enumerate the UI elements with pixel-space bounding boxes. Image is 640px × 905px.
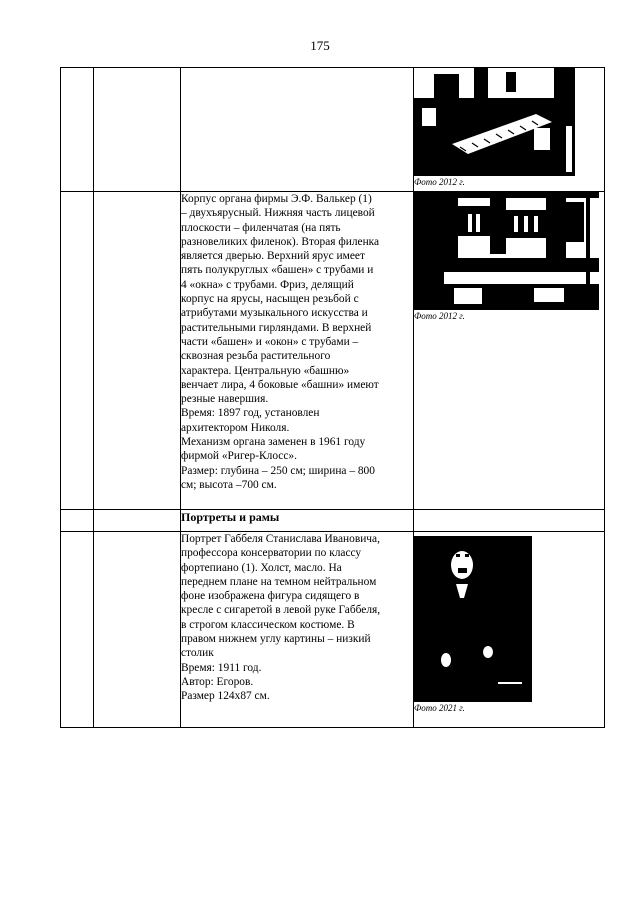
table-row xyxy=(61,192,605,510)
description-line: 4 «окна» с трубами. Фриз, делящий xyxy=(181,278,354,291)
description-line: фирмой «Ригер-Клосс». xyxy=(181,450,297,463)
name-cell xyxy=(94,532,181,728)
description-line: части «башен» и «окон» с трубами – xyxy=(181,335,359,348)
description-line: кресле с сигаретой в левой руке Габбеля, xyxy=(181,604,381,617)
description-line: переднем плане на темном нейтральном xyxy=(181,575,377,588)
description-cell xyxy=(181,532,414,728)
description-line: пять полукруглых «башен» с трубами и xyxy=(181,264,374,277)
description-line: в строгом классическом костюме. В xyxy=(181,618,355,631)
description-cell xyxy=(181,68,414,192)
number-cell xyxy=(61,68,94,192)
description-line: архитектором Николя. xyxy=(181,421,290,434)
description-line: см; высота –700 см. xyxy=(181,478,277,491)
photo-caption: Фото 2021 г. xyxy=(414,703,465,713)
description-line: растительными гирляндами. В верхней xyxy=(181,321,372,334)
description-line: атрибутами музыкального искусства и xyxy=(181,307,368,320)
description-line: Портрет Габбеля Станислава Ивановича, xyxy=(181,533,380,545)
description-line: правом нижнем углу картины – низкий xyxy=(181,633,371,646)
table-row xyxy=(61,532,605,728)
number-cell xyxy=(61,510,94,532)
description-line: столик xyxy=(181,647,214,660)
description-line: фоне изображена фигура сидящего в xyxy=(181,590,360,603)
description-line: плоскости – филенчатая (на пять xyxy=(181,221,341,234)
section-title-cell xyxy=(181,510,414,532)
photo-cell xyxy=(414,192,605,510)
photo-caption: Фото 2012 г. xyxy=(414,177,465,187)
description-line: Автор: Егоров. xyxy=(181,675,254,688)
photo-cell xyxy=(414,68,605,192)
name-cell xyxy=(94,510,181,532)
description-line: Корпус органа фирмы Э.Ф. Валькер (1) xyxy=(181,193,372,205)
description-cell xyxy=(181,192,414,510)
name-cell xyxy=(94,192,181,510)
photo-caption: Фото 2012 г. xyxy=(414,311,465,321)
description-line: является дверью. Верхний ярус имеет xyxy=(181,250,365,263)
description-line: фортепиано (1). Холст, масло. На xyxy=(181,561,342,574)
description-line: Время: 1897 год, установлен xyxy=(181,407,320,420)
organ-photo xyxy=(414,192,599,310)
section-title: Портреты и рамы xyxy=(181,510,280,524)
description-line: Размер: глубина – 250 см; ширина – 800 xyxy=(181,464,375,477)
description-line: резные навершия. xyxy=(181,393,269,406)
description-line: сквозная резьба растительного xyxy=(181,350,331,363)
description-line: Время: 1911 год. xyxy=(181,661,262,674)
number-cell xyxy=(61,532,94,728)
piano-photo xyxy=(414,68,575,176)
page-number: 175 xyxy=(310,38,330,53)
photo-cell xyxy=(414,532,605,728)
inventory-table xyxy=(60,67,605,728)
description-line: Механизм органа заменен в 1961 году xyxy=(181,436,366,449)
table-row xyxy=(61,510,605,532)
description-line: разновеликих филенок). Вторая филенка xyxy=(181,235,380,248)
portrait-photo xyxy=(414,532,535,702)
description-line: – двухъярусный. Нижняя часть лицевой xyxy=(181,207,375,220)
photo-cell xyxy=(414,510,605,532)
description-line: Размер 124х87 см. xyxy=(181,690,270,703)
description-line: венчает лира, 4 боковые «башни» имеют xyxy=(181,378,379,391)
table-row xyxy=(61,68,605,192)
name-cell xyxy=(94,68,181,192)
description-line: характера. Центральную «башню» xyxy=(181,364,350,377)
number-cell xyxy=(61,192,94,510)
description-line: профессора консерватории по классу xyxy=(181,547,362,560)
description-line: корпус на ярусы, насыщен резьбой с xyxy=(181,293,359,306)
